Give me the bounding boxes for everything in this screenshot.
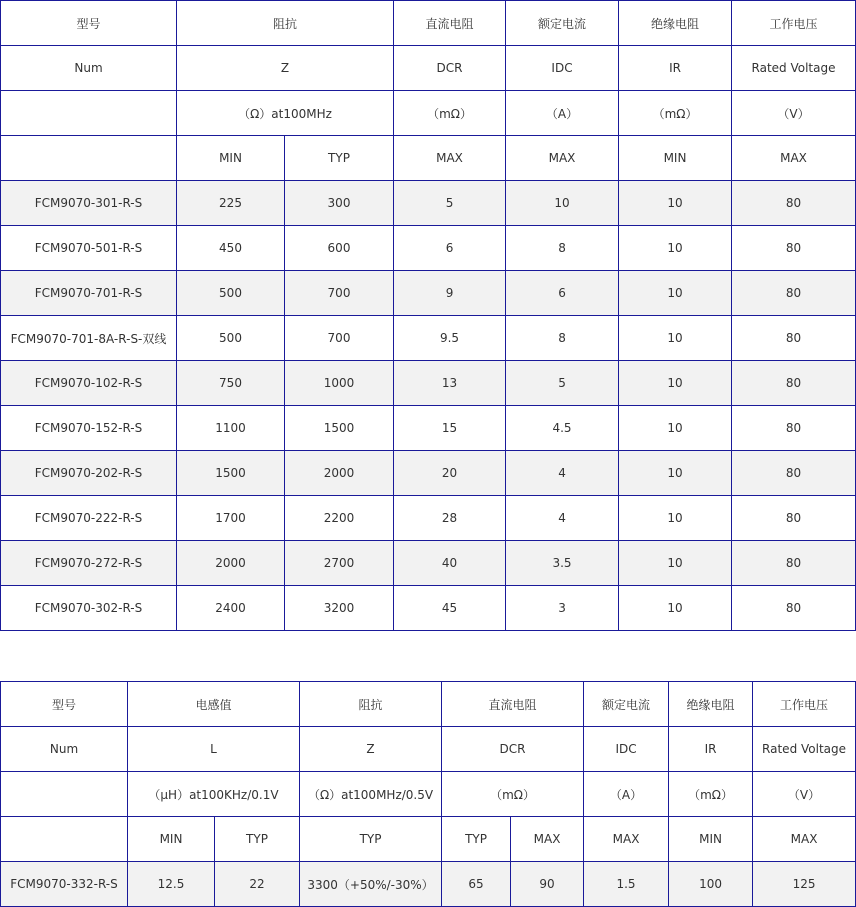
table-row <box>1 226 856 271</box>
value-cell: 1500 <box>285 406 394 451</box>
header-cell: （A） <box>584 772 669 817</box>
value-cell: 4 <box>506 451 619 496</box>
value-cell: 500 <box>177 271 285 316</box>
table-row <box>1 406 856 451</box>
header-cell: MIN <box>177 136 285 181</box>
header-cell: MAX <box>511 817 584 862</box>
value-cell: 500 <box>177 316 285 361</box>
value-cell: 6 <box>506 271 619 316</box>
header-cell: 额定电流 <box>584 682 669 727</box>
part-number-cell: FCM9070-272-R-S <box>1 541 177 586</box>
table-row <box>1 496 856 541</box>
value-cell: 8 <box>506 316 619 361</box>
header-cell: MIN <box>128 817 215 862</box>
value-cell: 2400 <box>177 586 285 631</box>
header-row-names <box>1 1 856 46</box>
value-cell: 80 <box>732 361 856 406</box>
table-row <box>1 181 856 226</box>
header-cell: Num <box>1 46 177 91</box>
header-row-names <box>1 682 856 727</box>
header-cell: （mΩ） <box>442 772 584 817</box>
value-cell: 20 <box>394 451 506 496</box>
value-cell: 1100 <box>177 406 285 451</box>
value-cell: 1700 <box>177 496 285 541</box>
value-cell: 10 <box>619 271 732 316</box>
value-cell: 3 <box>506 586 619 631</box>
header-cell: DCR <box>394 46 506 91</box>
value-cell: 3300（+50%/-30%） <box>300 862 442 907</box>
table-row <box>1 361 856 406</box>
value-cell: 1.5 <box>584 862 669 907</box>
header-cell: （A） <box>506 91 619 136</box>
value-cell: 750 <box>177 361 285 406</box>
header-cell: TYP <box>300 817 442 862</box>
header-cell: MIN <box>669 817 753 862</box>
value-cell: 2200 <box>285 496 394 541</box>
header-cell: MAX <box>584 817 669 862</box>
header-cell: TYP <box>285 136 394 181</box>
value-cell: 10 <box>619 541 732 586</box>
header-cell: 绝缘电阻 <box>619 1 732 46</box>
header-row-symbols <box>1 727 856 772</box>
header-cell: DCR <box>442 727 584 772</box>
value-cell: 80 <box>732 451 856 496</box>
part-number-cell: FCM9070-301-R-S <box>1 181 177 226</box>
value-cell: 12.5 <box>128 862 215 907</box>
part-number-cell: FCM9070-222-R-S <box>1 496 177 541</box>
value-cell: 10 <box>619 496 732 541</box>
value-cell: 15 <box>394 406 506 451</box>
table-row <box>1 586 856 631</box>
value-cell: 65 <box>442 862 511 907</box>
table-row <box>1 451 856 496</box>
value-cell: 6 <box>394 226 506 271</box>
value-cell: 225 <box>177 181 285 226</box>
value-cell: 1000 <box>285 361 394 406</box>
part-number-cell: FCM9070-701-R-S <box>1 271 177 316</box>
header-cell <box>1 817 128 862</box>
value-cell: 80 <box>732 541 856 586</box>
value-cell: 80 <box>732 181 856 226</box>
value-cell: 4 <box>506 496 619 541</box>
header-cell: （V） <box>753 772 856 817</box>
header-cell: 阻抗 <box>300 682 442 727</box>
part-number-cell: FCM9070-701-8A-R-S-双线 <box>1 316 177 361</box>
header-cell: 阻抗 <box>177 1 394 46</box>
header-row-symbols <box>1 46 856 91</box>
header-cell: （V） <box>732 91 856 136</box>
value-cell: 2000 <box>285 451 394 496</box>
header-row-units <box>1 772 856 817</box>
value-cell: 13 <box>394 361 506 406</box>
part-number-cell: FCM9070-202-R-S <box>1 451 177 496</box>
header-cell: Z <box>177 46 394 91</box>
header-cell: IDC <box>584 727 669 772</box>
value-cell: 3200 <box>285 586 394 631</box>
header-cell: L <box>128 727 300 772</box>
header-cell: MAX <box>394 136 506 181</box>
header-cell <box>1 91 177 136</box>
part-number-cell: FCM9070-501-R-S <box>1 226 177 271</box>
value-cell: 80 <box>732 271 856 316</box>
header-cell: （mΩ） <box>619 91 732 136</box>
value-cell: 10 <box>619 316 732 361</box>
value-cell: 40 <box>394 541 506 586</box>
header-cell: 工作电压 <box>753 682 856 727</box>
part-number-cell: FCM9070-152-R-S <box>1 406 177 451</box>
part-number-cell: FCM9070-302-R-S <box>1 586 177 631</box>
header-cell: MAX <box>753 817 856 862</box>
table-row <box>1 541 856 586</box>
value-cell: 80 <box>732 316 856 361</box>
header-cell: 绝缘电阻 <box>669 682 753 727</box>
value-cell: 5 <box>506 361 619 406</box>
spec-table-inductance <box>0 681 856 907</box>
header-cell: MIN <box>619 136 732 181</box>
header-cell: （Ω）at100MHz/0.5V <box>300 772 442 817</box>
header-cell: （Ω）at100MHz <box>177 91 394 136</box>
header-cell: Z <box>300 727 442 772</box>
value-cell: 45 <box>394 586 506 631</box>
header-cell: 型号 <box>1 1 177 46</box>
header-cell: 工作电压 <box>732 1 856 46</box>
value-cell: 22 <box>215 862 300 907</box>
table-row <box>1 271 856 316</box>
value-cell: 10 <box>619 406 732 451</box>
value-cell: 80 <box>732 226 856 271</box>
table-row <box>1 316 856 361</box>
header-cell: 直流电阻 <box>442 682 584 727</box>
header-cell: IR <box>619 46 732 91</box>
value-cell: 10 <box>506 181 619 226</box>
header-cell: 额定电流 <box>506 1 619 46</box>
header-row-limits <box>1 817 856 862</box>
header-cell: Num <box>1 727 128 772</box>
header-cell: （mΩ） <box>669 772 753 817</box>
table-body <box>1 862 856 907</box>
value-cell: 10 <box>619 586 732 631</box>
value-cell: 2700 <box>285 541 394 586</box>
header-cell <box>1 136 177 181</box>
value-cell: 10 <box>619 451 732 496</box>
value-cell: 700 <box>285 271 394 316</box>
header-cell: MAX <box>506 136 619 181</box>
header-cell: TYP <box>215 817 300 862</box>
header-cell: （mΩ） <box>394 91 506 136</box>
part-number-cell: FCM9070-102-R-S <box>1 361 177 406</box>
value-cell: 450 <box>177 226 285 271</box>
value-cell: 80 <box>732 586 856 631</box>
value-cell: 10 <box>619 361 732 406</box>
value-cell: 9.5 <box>394 316 506 361</box>
value-cell: 90 <box>511 862 584 907</box>
header-cell: 型号 <box>1 682 128 727</box>
value-cell: 300 <box>285 181 394 226</box>
header-cell: IDC <box>506 46 619 91</box>
value-cell: 1500 <box>177 451 285 496</box>
value-cell: 700 <box>285 316 394 361</box>
header-cell: Rated Voltage <box>753 727 856 772</box>
table-row <box>1 862 856 907</box>
value-cell: 125 <box>753 862 856 907</box>
value-cell: 3.5 <box>506 541 619 586</box>
header-cell: 电感值 <box>128 682 300 727</box>
value-cell: 10 <box>619 226 732 271</box>
value-cell: 600 <box>285 226 394 271</box>
value-cell: 28 <box>394 496 506 541</box>
header-cell: TYP <box>442 817 511 862</box>
value-cell: 80 <box>732 496 856 541</box>
header-cell: 直流电阻 <box>394 1 506 46</box>
value-cell: 8 <box>506 226 619 271</box>
value-cell: 10 <box>619 181 732 226</box>
value-cell: 4.5 <box>506 406 619 451</box>
header-cell: MAX <box>732 136 856 181</box>
header-row-units <box>1 91 856 136</box>
header-cell: Rated Voltage <box>732 46 856 91</box>
value-cell: 2000 <box>177 541 285 586</box>
header-cell: IR <box>669 727 753 772</box>
value-cell: 80 <box>732 406 856 451</box>
value-cell: 5 <box>394 181 506 226</box>
header-row-limits <box>1 136 856 181</box>
part-number-cell: FCM9070-332-R-S <box>1 862 128 907</box>
header-cell <box>1 772 128 817</box>
table-body <box>1 181 856 631</box>
header-cell: （μH）at100KHz/0.1V <box>128 772 300 817</box>
value-cell: 100 <box>669 862 753 907</box>
value-cell: 9 <box>394 271 506 316</box>
